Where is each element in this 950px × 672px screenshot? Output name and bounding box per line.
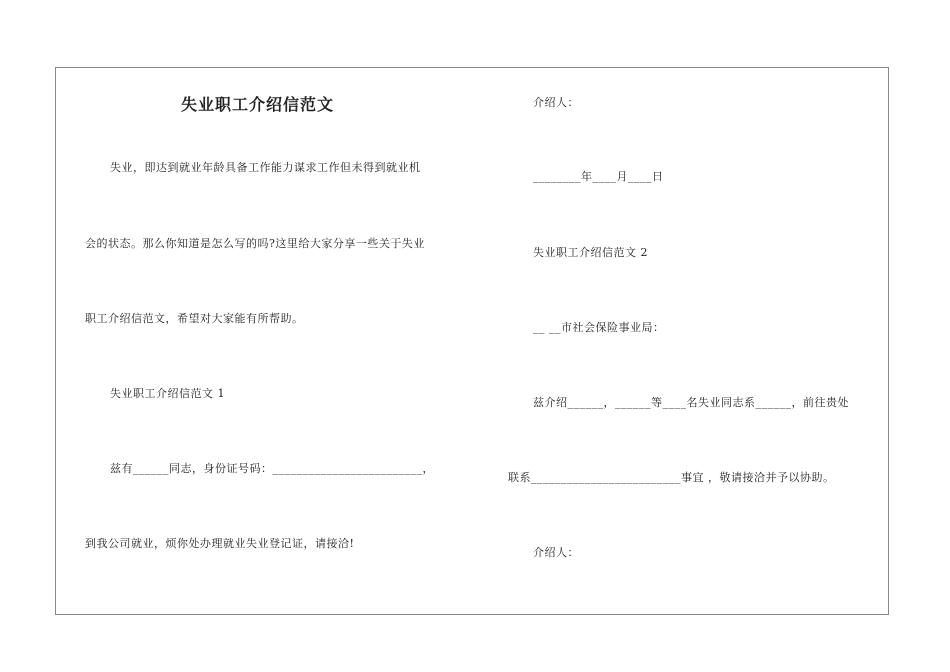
- recipient-line: __ __市社会保险事业局：: [533, 321, 665, 334]
- document-title: 失业职工介绍信范文: [181, 95, 335, 114]
- paragraph-line: 会的状态。那么你知道是怎么写的吗?这里给大家分享一些关于失业: [85, 237, 425, 250]
- paragraph-line: 职工介绍信范文，希望对大家能有所帮助。: [85, 312, 304, 325]
- paragraph-line: 联系_________________________事宜 ，敬请接洽并予以协助。: [508, 471, 835, 484]
- introducer-label: 介绍人：: [533, 96, 579, 109]
- paragraph-line: 失业，即达到就业年龄具备工作能力谋求工作但未得到就业机: [110, 161, 421, 174]
- document-page: [55, 67, 889, 615]
- paragraph-line: 兹有______同志，身份证号码：_________________________，: [110, 462, 434, 475]
- date-line: ________年____月____日: [533, 170, 664, 183]
- paragraph-line: 到我公司就业，烦你处办理就业失业登记证，请接洽!: [85, 537, 355, 550]
- section-heading: 失业职工介绍信范文 1: [110, 387, 225, 400]
- paragraph-line: 兹介绍______，______等____名失业同志系______，前往贵处: [533, 396, 849, 409]
- introducer-label: 介绍人：: [533, 546, 579, 559]
- section-heading: 失业职工介绍信范文 2: [533, 246, 648, 259]
